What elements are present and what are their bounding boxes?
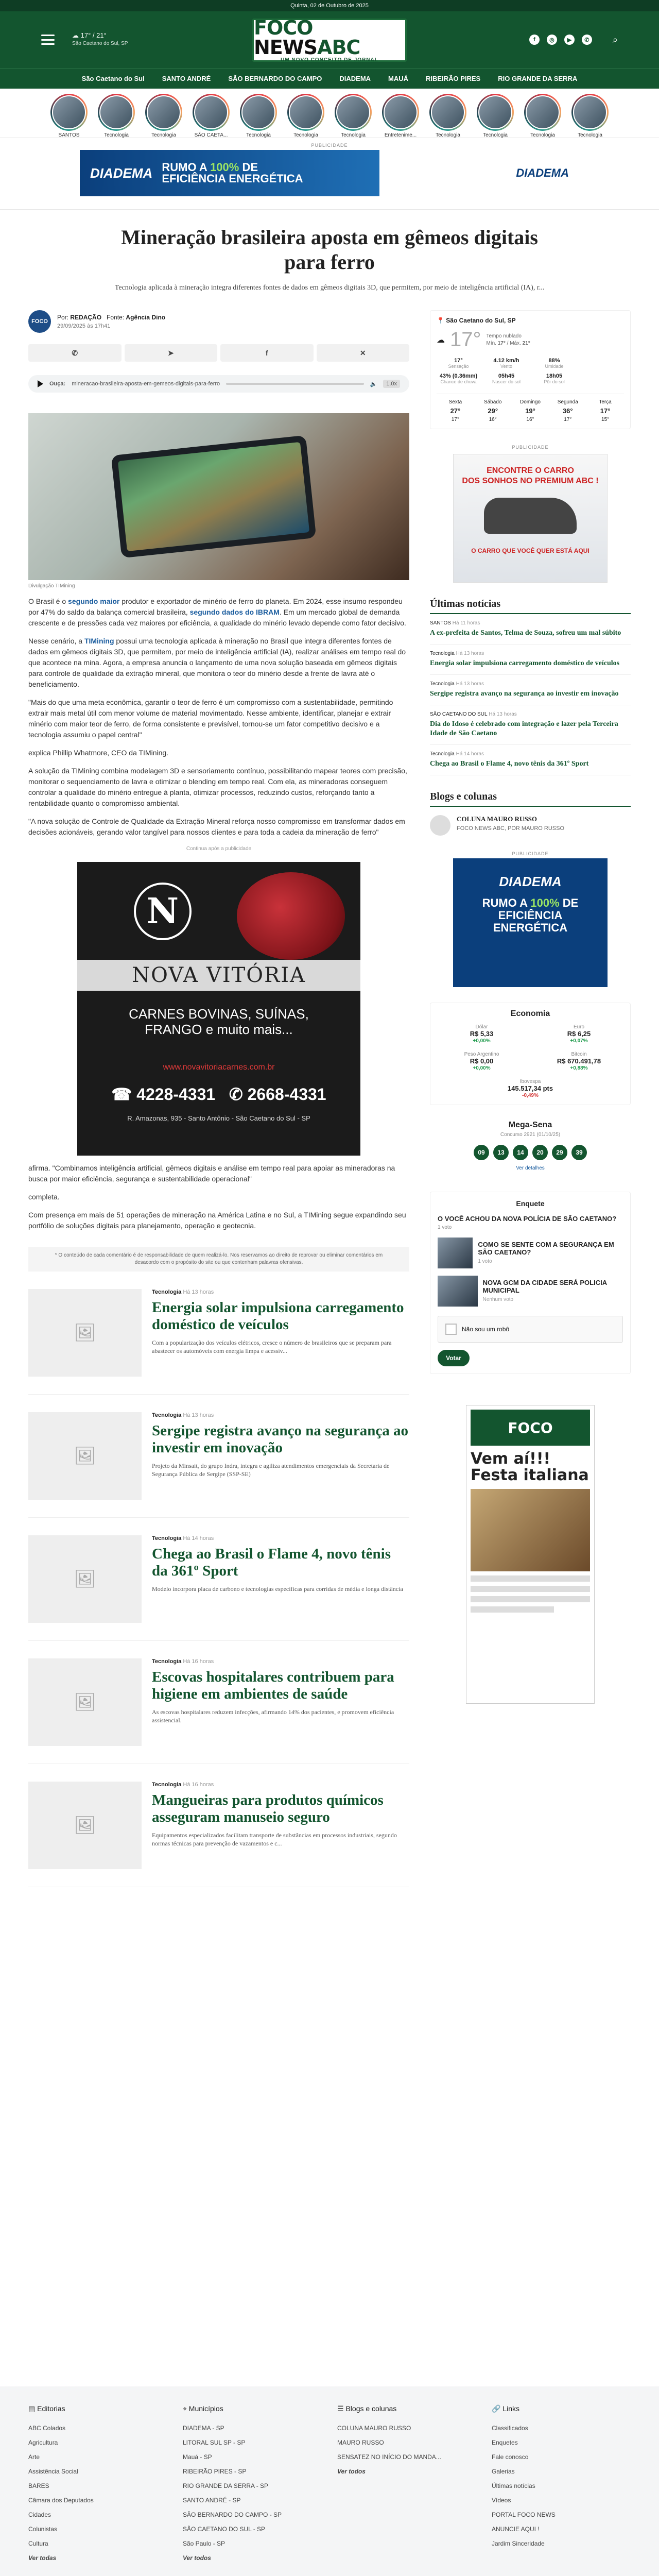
youtube-icon[interactable]: ▶ <box>564 35 575 45</box>
cloud-icon: ☁ <box>437 335 445 345</box>
latest-news-heading: Últimas notícias <box>430 598 631 614</box>
whatsapp-icon[interactable]: ✆ <box>582 35 592 45</box>
image-placeholder-icon: 🖼 <box>28 1535 142 1623</box>
latest-news-item[interactable]: Tecnologia Há 13 horas Sergipe registra avanço na segurança ao investir em inovação <box>430 675 631 705</box>
image-placeholder-icon: 🖼 <box>28 1412 142 1500</box>
play-icon[interactable] <box>38 380 43 387</box>
meat-image <box>237 872 345 960</box>
current-date: Quinta, 02 de Outubro de 2025 <box>290 3 369 9</box>
car-image <box>484 498 577 534</box>
story-item[interactable]: SÃO CAETA... <box>190 94 232 137</box>
site-header <box>0 11 659 68</box>
story-item[interactable]: Tecnologia <box>333 94 374 137</box>
premium-abc-ad[interactable]: ENCONTRE O CARRO DOS SONHOS NO PREMIUM ABC ! O CARRO QUE VOCÊ QUER ESTÁ AQUI <box>453 454 608 583</box>
header-temp-max: 21° <box>96 31 107 39</box>
menu-icon[interactable] <box>41 35 55 45</box>
nav-item-maua[interactable]: MAUÁ <box>388 75 409 82</box>
article-photo[interactable] <box>28 413 409 580</box>
audio-progress[interactable] <box>226 383 363 385</box>
weather-widget: 📍 São Caetano do Sul, SP ☁ 17° Tempo nublado Mín. 17° / Máx. 21° 17° Sensação 4.12 km/h Vento 88% Umidade 43% (0.36mm) Chance de chuva 05h45 Nascer do sol 18h05 Pôr do sol Sexta 27° 17° Sábado 29° 16° Domingo 19° 16° Segunda 36° 17° Terça 17° 15° <box>430 310 631 429</box>
search-icon[interactable]: ⌕ <box>612 34 618 45</box>
related-item[interactable]: 🖼 Tecnologia Há 16 horas Mangueiras para produtos químicos asseguram manuseio seguro Equipamentos especializados facilitam transporte de substâncias em processos industriais, segundo normas técnicas para prevenção de vazamentos e c... <box>28 1764 409 1887</box>
blog-item[interactable]: COLUNA MAURO RUSSO FOCO NEWS ABC, POR MAURO RUSSO <box>430 815 631 836</box>
story-item[interactable]: Entretenime... <box>380 94 421 137</box>
comments-note: * O conteúdo de cada comentário é de responsabilidade de quem realizá-lo. Nos reservamos ao direito de reprovar ou eliminar comentários em desacordo com o propósito do site ou que contenham palavras ofensivas. <box>28 1247 409 1272</box>
audio-player: Ouça: mineracao-brasileira-aposta-em-gemeos-digitais-para-ferro 🔈 1.0x <box>28 375 409 393</box>
story-item[interactable]: Tecnologia <box>143 94 184 137</box>
related-item[interactable]: 🖼 Tecnologia Há 16 horas Escovas hospitalares contribuem para higiene em ambientes de saúde As escovas hospitalares reduzem infecções, afirmando 14% dos pacientes, e promovem eficiência assistencial. <box>28 1641 409 1764</box>
related-list <box>28 1272 409 1887</box>
mega-sena-widget: Mega-Sena Concurso 2921 (01/10/25) 09 13 14 20 29 39 Ver detalhes <box>430 1121 631 1171</box>
mega-details-link[interactable]: Ver detalhes <box>516 1165 545 1171</box>
latest-news-list <box>430 614 631 775</box>
poll-widget: Enquete O VOCÊ ACHOU DA NOVA POLÍCIA DE SÃO CAETANO? 1 voto COMO SE SENTE COM A SEGURANÇA EM SÃO CAETANO? 1 voto NOVA GCM DA CIDADE SERÁ POLICIA MUNICIPAL Nenhum voto Não sou um robô Votar <box>430 1192 631 1374</box>
nav-item-ribeirao-pires[interactable]: RIBEIRÃO PIRES <box>426 75 481 82</box>
author-avatar: FOCO <box>28 310 51 333</box>
story-item[interactable]: Tecnologia <box>569 94 611 137</box>
facebook-share-button[interactable]: f <box>220 344 314 362</box>
latest-news-item[interactable]: SANTOS Há 11 horas A ex-prefeita de Santos, Telma de Souza, sofreu um mal súbito <box>430 614 631 645</box>
image-placeholder-icon: 🖼 <box>28 1289 142 1377</box>
related-item[interactable]: 🖼 Tecnologia Há 14 horas Chega ao Brasil o Flame 4, novo tênis da 361º Sport Modelo incorpora placa de carbono e tecnologias específicas para corridas de média e longa distância <box>28 1518 409 1641</box>
share-bar <box>28 344 409 362</box>
site-logo[interactable]: FOCO NEWSABC UM NOVO CONCEITO DE JORNAL <box>252 19 407 62</box>
header-city: São Caetano do Sul, SP <box>72 41 128 46</box>
avatar <box>430 815 450 836</box>
story-item[interactable]: Tecnologia <box>475 94 516 137</box>
latest-news-item[interactable]: Tecnologia Há 13 horas Energia solar impulsiona carregamento doméstico de veículos <box>430 645 631 675</box>
byline: FOCO Por: REDAÇÃO Fonte: Agência Dino 29/09/2025 às 17h41 <box>28 310 409 333</box>
recaptcha-checkbox[interactable]: Não sou um robô <box>438 1316 623 1343</box>
whatsapp-share-button[interactable]: ✆ <box>28 344 122 362</box>
diadema-banner[interactable]: DIADEMA RUMO A 100% DE EFICIÊNCIA ENERGÉTICA DIADEMA <box>80 150 579 196</box>
article-title: Mineração brasileira aposta em gêmeos digitais para ferro <box>121 226 538 274</box>
story-item[interactable]: Tecnologia <box>285 94 326 137</box>
nova-vitoria-ad[interactable]: N NOVA VITÓRIA CARNES BOVINAS, SUÍNAS, FRANGO e muito mais... www.novavitoriacarnes.com.br ☎ 4228-4331 ✆ 2668-4331 R. Amazonas, 935 - Santo Antônio - São Caetano do Sul - SP <box>77 862 360 1156</box>
volume-icon[interactable]: 🔈 <box>370 381 377 387</box>
article-date: 29/09/2025 às 17h41 <box>57 323 111 329</box>
nova-vitoria-logo: N <box>134 883 192 940</box>
photo-credit: Divulgação TIMining <box>28 583 75 589</box>
article-subtitle: Tecnologia aplicada à mineração integra diferentes fontes de dados em gêmeos digitais 3D, que permitem, por meio de inteligência artificial (IA), r... <box>114 284 545 292</box>
story-item[interactable]: SANTOS <box>48 94 90 137</box>
facebook-icon[interactable]: f <box>529 35 540 45</box>
latest-news-item[interactable]: Tecnologia Há 14 horas Chega ao Brasil o Flame 4, novo tênis da 361º Sport <box>430 745 631 775</box>
telegram-share-button[interactable]: ➤ <box>125 344 218 362</box>
weather-week: Sexta 27° 17° Sábado 29° 16° Domingo 19° 16° Segunda 36° 17° Terça 17° 15° <box>437 394 624 422</box>
nav-item-rio-grande[interactable]: RIO GRANDE DA SERRA <box>498 75 578 82</box>
image-placeholder-icon: 🖼 <box>28 1782 142 1869</box>
top-ad: PUBLICIDADE DIADEMA RUMO A 100% DE EFICIÊNCIA ENERGÉTICA DIADEMA <box>0 138 659 210</box>
nav-item-diadema[interactable]: DIADEMA <box>339 75 371 82</box>
header-weather[interactable]: ☁ 17° / 21° São Caetano do Sul, SP <box>72 31 128 48</box>
vote-button[interactable]: Votar <box>438 1350 470 1366</box>
nav-item-sao-bernardo[interactable]: SÃO BERNARDO DO CAMPO <box>228 75 322 82</box>
newspaper-cover[interactable]: FOCO Vem aí!!! Festa italiana <box>466 1405 595 1704</box>
poll-option[interactable]: COMO SE SENTE COM A SEGURANÇA EM SÃO CAETANO? 1 voto <box>438 1238 623 1268</box>
speed-button[interactable]: 1.0x <box>383 380 400 388</box>
story-item[interactable]: Tecnologia <box>522 94 563 137</box>
instagram-icon[interactable]: ◎ <box>547 35 557 45</box>
main-nav <box>0 68 659 89</box>
article-column <box>28 310 409 1887</box>
top-date-bar <box>0 0 659 11</box>
story-item[interactable]: Tecnologia <box>238 94 279 137</box>
header-temp-min: 17° <box>80 31 91 39</box>
article-body: O Brasil é o segundo maior produtor e exportador de minério de ferro do planeta. Em 2024, esse insumo respondeu por 47% do saldo da balança comercial brasileira, segundo dados do IBRAM. Em um mercado global de demanda crescente e de pressões cada vez maiores por eficiência, a qualidade do minério levado depende como fator decisivo. Nesse cenário, a TIMining possui uma tecnologia aplicada à mineração no Brasil que integra diferentes fontes de dados em gêmeos digitais 3D, que permitem, por meio de inteligência artificial (IA), realizar análises em tempo real do que acontece na mina. Agora, a empresa anuncia o lançamento de uma nova solução baseada em gêmeos digitais para controle de qualidade da extração mineral, que monitora o teor do minério desde a frente de lavra até o beneficiamento. "Mais do que uma meta econômica, garantir o teor de ferro é um compromisso com a sustentabilidade, permitindo extrair mais metal útil com menor volume de material movimentado. Nesse ambiente, identificar, planejar e extrair minério com maior teor de ferro, de forma consistente e previsível, tornou-se um fator competitivo decisivo e a tecnologia assumiu o papel central" explica Phillip Whatmore, CEO da TIMining. A solução da TIMining combina modelagem 3D e sensoriamento contínuo, possibilitando mapear teores com precisão, monitorar o sequenciamento de lavra e otimizar o blending em tempo real. Com ela, as mineradoras conseguem controlar a qualidade do minério entregue à planta, otimizar processos, reduzindo custos, reforçando tanto a rentabilidade quanto o compromisso ambiental. "A nova solução de Controle de Qualidade da Extração Mineral reforça nosso compromisso em transformar dados em decisões acionáveis, gerando valor tangível para nossos clientes e para toda a cadeia da mineração de ferro" Continua após a publicidade N NOVA VITÓRIA CARNES BOVINAS, SUÍNAS, FRANGO e muito mais... www.novavitoriacarnes.com.br ☎ 4228-4331 ✆ 2668-4331 R. Amazonas, 935 - Santo Antônio - São Caetano do Sul - SP afirma. "Combinamos inteligência artificial, gêmeos digitais e análise em tempo real para apoiar as mineradoras na busca por maior eficiência, segurança e sustentabilidade operacional" completa. Com presença em mais de 51 operações de mineração na América Latina e no Sul, a TIMining segue expandindo seu portfólio de soluções digitais para planejamento, operação e geotecnia. <box>28 597 407 1230</box>
diadema-square-ad[interactable]: DIADEMA RUMO A 100% DE EFICIÊNCIA ENERGÉTICA <box>453 858 608 987</box>
economy-widget: Economia Dólar R$ 5,33 +0,00% Euro R$ 6,25 +0,07% Peso Argentino R$ 0,00 +0,00% Bitcoin R$ 670.491,78 +0,88% Ibovespa 145.517,34 pts -0,49% <box>430 1003 631 1105</box>
nav-item-santo-andre[interactable]: SANTO ANDRÉ <box>162 75 211 82</box>
poll-option[interactable]: NOVA GCM DA CIDADE SERÁ POLICIA MUNICIPAL Nenhum voto <box>438 1276 623 1307</box>
story-item[interactable]: Tecnologia <box>427 94 469 137</box>
x-share-button[interactable]: ✕ <box>317 344 410 362</box>
image-placeholder-icon: 🖼 <box>28 1658 142 1746</box>
nav-item-sao-caetano[interactable]: São Caetano do Sul <box>81 75 145 82</box>
related-item[interactable]: 🖼 Tecnologia Há 13 horas Sergipe registra avanço na segurança ao investir em inovação Projeto da Minsait, do grupo Indra, integra e agiliza atendimentos emergenciais da Secretaria de Segurança Pública de Sergipe (SSP-SE) <box>28 1395 409 1518</box>
sidebar: 📍 São Caetano do Sul, SP ☁ 17° Tempo nublado Mín. 17° / Máx. 21° 17° Sensação 4.12 km/h Vento 88% Umidade 43% (0.36mm) Chance de chuva 05h45 Nascer do sol 18h05 Pôr do sol Sexta 27° 17° Sábado 29° 16° Domingo 19° 16° Segunda 36° 17° Terça 17° 15° PUBLICIDADE ENCONTRE O CARRO DOS SONHOS NO PREMIUM ABC ! O CARRO QUE VOCÊ QUER ESTÁ AQUI Últimas notícias SANTOS Há 11 horas A ex-prefeita de Santos, Telma de Souza, sofreu um mal súbito Tecnologia Há 13 horas Energia solar impulsiona carregamento doméstico de veículos Tecnologia Há 13 horas Sergipe registra avanço na segurança ao investir em inovação SÃO CAETANO DO SUL Há 13 horas Dia do Idoso é celebrado com integração e lazer pela Terceira Idade de São Caetano Tecnologia Há 14 horas Chega ao Brasil o Flame 4, novo tênis da 361º Sport Blogs e colunas COLUNA MAURO RUSSO FOCO NEWS ABC, POR MAURO RUSSO PUBLICIDADE DIADEMA RUMO A 100% DE EFICIÊNCIA ENERGÉTICA Economia Dólar R$ 5,33 +0,00% Euro R$ 6,25 +0,07% Peso Argentino R$ 0,00 +0,00% Bitcoin R$ 670.491,78 +0,88% Ibovespa 145.517,34 pts -0,49% Mega-Sena Concurso 2921 (01/10/25) 09 13 14 20 29 39 Ver detalhes Enquete O VOCÊ ACHOU DA NOVA POLÍCIA DE SÃO CAETANO? 1 voto COMO SE SENTE COM A SEGURANÇA EM SÃO CAETANO? 1 voto NOVA GCM DA CIDADE SERÁ POLICIA MUNICIPAL Nenhum voto Não sou um robô Votar FOCO Vem aí!!! Festa italiana <box>430 310 631 1887</box>
story-item[interactable]: Tecnologia <box>96 94 137 137</box>
stories-bar <box>0 89 659 138</box>
latest-news-item[interactable]: SÃO CAETANO DO SUL Há 13 horas Dia do Idoso é celebrado com integração e lazer pela Terceira Idade de São Caetano <box>430 705 631 745</box>
blogs-heading: Blogs e colunas <box>430 791 631 807</box>
related-item[interactable]: 🖼 Tecnologia Há 13 horas Energia solar impulsiona carregamento doméstico de veículos Com a popularização dos veículos elétricos, cresce o número de brasileiros que se preparam para abastecer os automóveis com energia limpa e acessív... <box>28 1272 409 1395</box>
site-footer: ▤ Editorias ABC Colados Agricultura Arte Assistência Social BARES Câmara dos Deputados Cidades Colunistas Cultura Ver todas ⌖ Municípios DIADEMA - SP LITORAL SUL SP - SP Mauá - SP RIBEIRÃO PIRES - SP RIO GRANDE DA SERRA - SP SANTO ANDRÉ - SP SÃO BERNARDO DO CAMPO - SP SÃO CAETANO DO SUL - SP São Paulo - SP Ver todos ☰ Blogs e colunas COLUNA MAURO RUSSO MAURO RUSSO SENSATEZ NO INÍCIO DO MANDA... Ver todos 🔗 Links Classificados Enquetes Fale conosco Galerias Últimas notícias Vídeos PORTAL FOCO NEWS ANUNCIE AQUI ! Jardim Sinceridade <box>0 2386 659 2576</box>
